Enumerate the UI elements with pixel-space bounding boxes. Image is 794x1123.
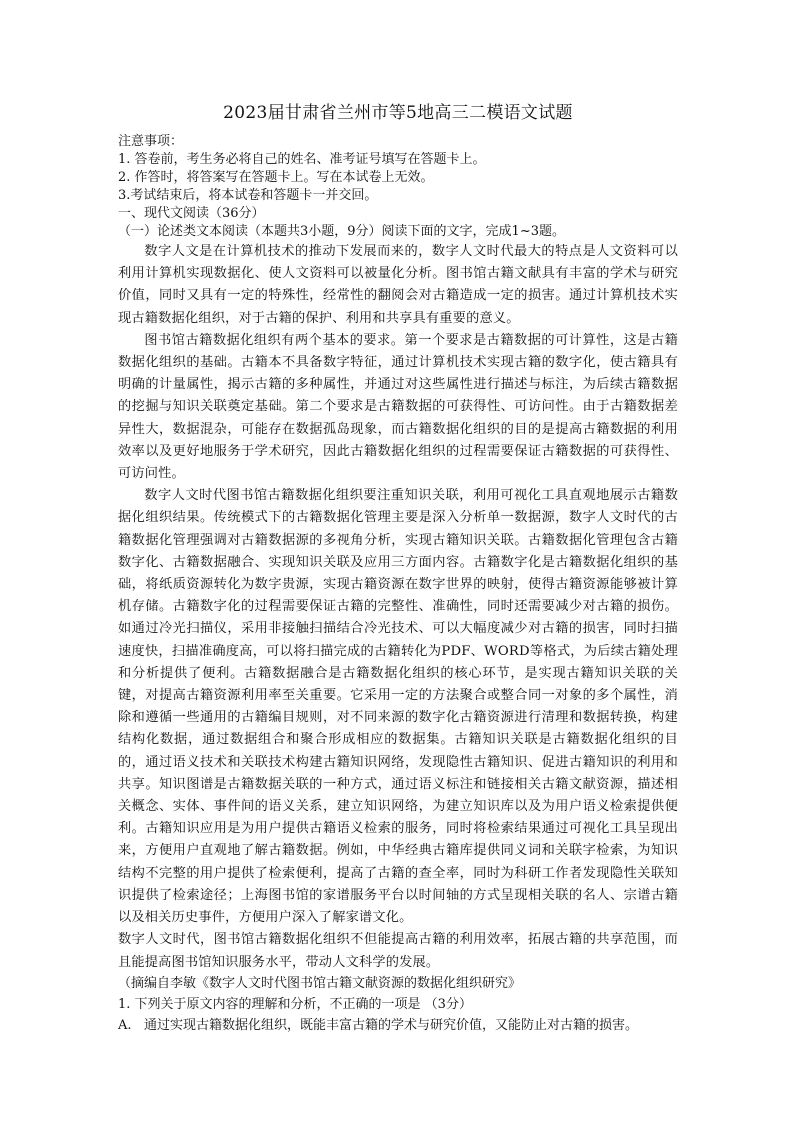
passage: [118, 241, 678, 974]
notice-heading: 注意事项：: [118, 134, 184, 149]
section-heading: 一、现代文阅读（36分）: [118, 206, 265, 221]
passage-paragraph-1: 数字人文是在计算机技术的推动下发展而来的，数字人文时代最大的特点是人文资料可以利用计算机实现数据化、使人文资料可以被量化分析。图书馆古籍文献具有丰富的学术与研究价值，同时又具有一定的特殊性，经常性的翻阅会对古籍造成一定的损害。通过计算机技术实现古籍数据化组织，对于古籍的保护、利用和共享具有重要的意义。: [118, 244, 678, 326]
question-stem: 1. 下列关于原文内容的理解和分析，不正确的一项是 （3分）: [118, 996, 472, 1012]
option-a[interactable]: [118, 1015, 678, 1036]
notice-item-1: 1. 答卷前，考生务必将自己的姓名、准考证号填写在答题卡上。: [118, 152, 486, 167]
option-label: A.: [118, 1017, 132, 1033]
page-title: 2023届甘肃省兰州市等5地高三二模语文试题: [223, 103, 573, 123]
notice-item-2: 2. 作答时，将答案写在答题卡上。写在本试卷上无效。: [118, 170, 434, 185]
passage-paragraph-4: 数字人文时代，图书馆古籍数据化组织不但能提高古籍的利用效率，拓展古籍的共享范围，而且能提高图书馆知识服务水平，带动人文科学的发展。: [118, 932, 678, 970]
passage-paragraph-2: 图书馆古籍数据化组织有两个基本的要求。第一个要求是古籍数据的可计算性，这是古籍数据化组织的基础。古籍本不具备数字特征，通过计算机技术实现古籍的数字化，使古籍具有明确的计量属性，揭示古籍的多种属性，并通过对这些属性进行描述与标注，为后续古籍数据的挖掘与知识关联奠定基础。第二个要求是古籍数据的可获得性、可访问性。由于古籍数据差异性大，数据混杂，可能存在数据孤岛现象，而古籍数据化组织的目的是提高古籍数据的利用效率以及更好地服务于学术研究，因此古籍数据化组织的过程需要保证古籍数据的可获得性、可访问性。: [118, 332, 678, 482]
exam-page: [118, 101, 678, 1036]
section-subheading: （一）论述类文本阅读（本题共3小题，9分）阅读下面的文字，完成1~3题。: [118, 224, 565, 239]
notice-item-3: 3.考试结束后，将本试卷和答题卡一并交回。: [118, 188, 378, 203]
passage-paragraph-3: 数字人文时代图书馆古籍数据化组织要注重知识关联，利用可视化工具直观地展示古籍数据化组织结果。传统模式下的古籍数据化管理主要是深入分析单一数据源，数字人文时代的古籍数据化管理强调对古籍数据源的多视角分析，实现古籍知识关联。古籍数据化管理包含古籍数字化、古籍数据融合、实现知识关联及应用三方面内容。古籍数字化是古籍数据化组织的基础，将纸质资源转化为数字贵源，实现古籍资源在数字世界的映射，使得古籍资源能够被计算机存储。古籍数字化的过程需要保证古籍的完整性、准确性，同时还需要减少对古籍的损伤。如通过冷光扫描仪，采用非接触扫描结合冷光技术、可以大幅度减少对古籍的损害，同时扫描速度快，扫描准确度高，可以将扫描完成的古籍转化为PDF、WORD等格式，为后续古籍处理和分析提供了便利。古籍数据融合是古籍数据化组织的核心环节，是实现古籍知识关联的关键，对提高古籍资源利用率至关重要。它采用一定的方法聚合或整合同一对象的多个属性，消除和遵循一些通用的古籍编目规则，对不同来源的数字化古籍资源进行清理和数据转换，构建结构化数据，通过数据组合和聚合形成相应的数据集。古籍知识关联是古籍数据化组织的目的，通过语义技术和关联技术构建古籍知识网络，发现隐性古籍知识、促进古籍知识的利用和共享。知识图谱是古籍数据关联的一种方式，通过语义标注和链接相关古籍文献资源，描述相关概念、实体、事件间的语义关系，建立知识网络，为建立知识库以及为用户语义检索提供便利。古籍知识应用是为用户提供古籍语义检索的服务，同时将检索结果通过可视化工具呈现出来，方便用户直观地了解古籍数据。例如，中华经典古籍库提供同义词和关联字检索，为知识结构不完整的用户提供了检索便利，提高了古籍的查全率，同时为科研工作者发现隐性关联知识提供了检索途径；上海图书馆的家谱服务平台以时间轴的方式呈现相关联的名人、宗谱古籍以及相关历史事件，方便用户深入了解家谱文化。: [118, 488, 678, 926]
question-block: [118, 994, 678, 1036]
notice-block: [118, 133, 678, 205]
source-note: （摘编自李敏《数字人文时代图书馆古籍文献资源的数据化组织研究》: [118, 975, 522, 991]
option-text: 通过实现古籍数据化组织，既能丰富古籍的学术与研究价值，又能防止对古籍的损害。: [144, 1017, 639, 1033]
